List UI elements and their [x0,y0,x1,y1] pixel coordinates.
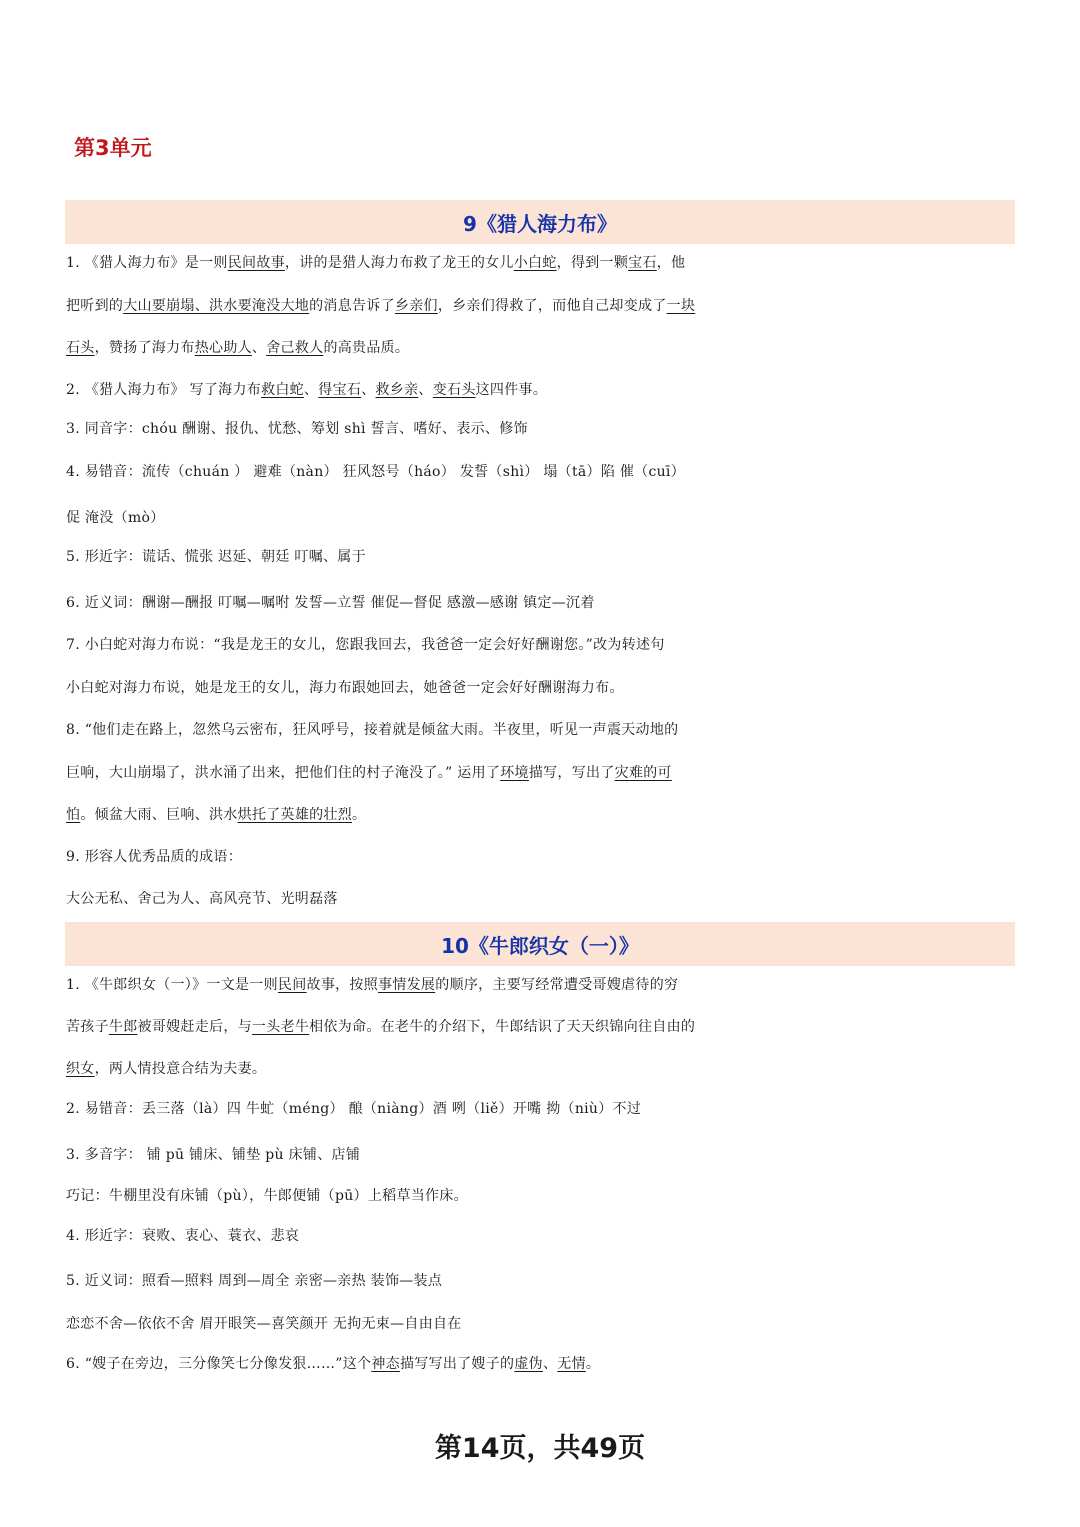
section-10-banner [65,922,1015,966]
s10-line-4: 2. 易错音：丢三落（là）四 牛虻（méng） 酿（niàng）酒 咧（liě）开嘴 拗（niù）不过 [66,1101,642,1117]
s9-line-8: 5. 形近字：谎话、慌张 迟延、朝廷 叮嘱、属于 [66,549,366,565]
s10-line-8: 5. 近义词：照看—照料 周到—周全 亲密—亲热 装饰—装点 [66,1273,443,1289]
s10-line-6: 巧记：牛棚里没有床铺（pù），牛郎便铺（pū）上稻草当作床。 [66,1188,468,1204]
s10-line-1: 1. 《牛郎织女（一）》一文是一则民间故事，按照事情发展的顺序，主要写经常遭受哥嫂虐待的穷 [66,977,679,993]
s9-line-11: 小白蛇对海力布说，她是龙王的女儿，海力布跟她回去，她爸爸一定会好好酬谢海力布。 [66,680,624,696]
s9-line-10: 7. 小白蛇对海力布说：“我是龙王的女儿，您跟我回去，我爸爸一定会好好酬谢您。”改为转述句 [66,637,665,653]
s10-line-7: 4. 形近字：衰败、衷心、蓑衣、悲哀 [66,1228,300,1244]
unit-title: 第3单元 [74,136,152,160]
page-footer: 第14页，共49页 [434,1433,646,1464]
s9-line-3: 石头，赞扬了海力布热心助人、舍己救人的高贵品质。 [66,340,410,356]
s10-line-10: 6. “嫂子在旁边，三分像笑七分像发狠……”这个神态描写写出了嫂子的虚伪、无情。 [66,1356,601,1372]
s10-line-9: 恋恋不舍—依依不舍 眉开眼笑—喜笑颜开 无拘无束—自由自在 [66,1316,462,1332]
s9-line-6: 4. 易错音：流传（chuán ） 避难（nàn） 狂风怒号（háo） 发誓（shì） 塌（tā）陷 催（cuī） [66,464,686,480]
s9-line-16: 大公无私、舍己为人、高风亮节、光明磊落 [66,891,338,907]
s10-line-5: 3. 多音字： 铺 pū 铺床、铺垫 pù 床铺、店铺 [66,1147,361,1163]
s9-line-12: 8. “他们走在路上，忽然乌云密布，狂风呼号，接着就是倾盆大雨。半夜里，听见一声震天动地的 [66,722,679,738]
s9-line-7: 促 淹没（mò） [66,510,165,526]
s9-line-14: 怕。倾盆大雨、巨响、洪水烘托了英雄的壮烈。 [66,807,367,823]
section-9-banner [65,200,1015,244]
s10-line-2: 苦孩子牛郎被哥嫂赶走后，与一头老牛相依为命。在老牛的介绍下，牛郎结识了天天织锦向往自由的 [66,1019,696,1035]
section-9-title: 9《猎人海力布》 [463,211,617,236]
s9-line-4: 2. 《猎人海力布》 写了海力布救白蛇、得宝石、救乡亲、变石头这四件事。 [66,382,548,398]
s9-line-5: 3. 同音字：chóu 酬谢、报仇、忧愁、筹划 shì 誓言、嗜好、表示、修饰 [66,421,528,437]
s9-line-1: 1. 《猎人海力布》是一则民间故事，讲的是猎人海力布救了龙王的女儿小白蛇，得到一颗宝石，他 [66,255,686,271]
s10-line-3: 织女，两人情投意合结为夫妻。 [66,1061,267,1077]
s9-line-15: 9. 形容人优秀品质的成语： [66,849,243,865]
s9-line-13: 巨响，大山崩塌了，洪水涌了出来，把他们住的村子淹没了。” 运用了环境描写，写出了灾难的可 [66,765,672,781]
section-10-title: 10《牛郎织女（一）》 [441,933,639,958]
s9-line-9: 6. 近义词：酬谢—酬报 叮嘱—嘱咐 发誓—立誓 催促—督促 感激—感谢 镇定—沉着 [66,595,595,611]
s9-line-2: 把听到的大山要崩塌、洪水要淹没大地的消息告诉了乡亲们，乡亲们得救了，而他自己却变成了一块 [66,298,696,314]
